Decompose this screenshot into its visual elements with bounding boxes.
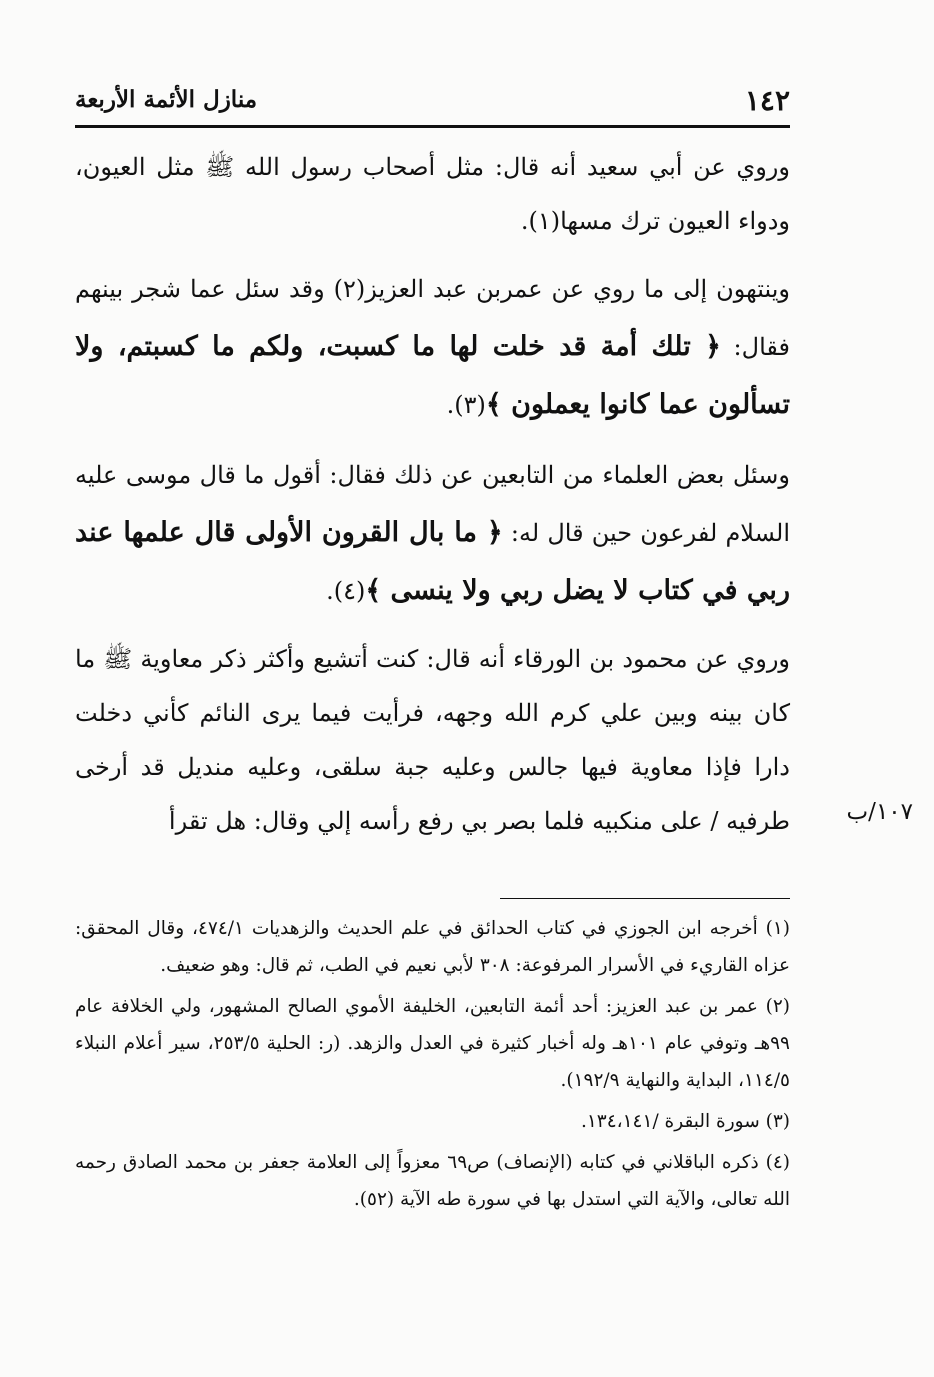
- paragraph-4: وروي عن محمود بن الورقاء أنه قال: كنت أتشيع وأكثر ذكر معاوية ﷺ ما كان بينه وبين علي كرم الله وجهه، فرأيت فيما يرى النائم كأني دخلت دارا فإذا معاوية فيها جالس وعليه جبة سلقى، وعليه منديل قد أرخى طرفيه / على منكبيه فلما بصر بي رفع رأسه إلي وقال: هل تقرأ: [75, 645, 790, 835]
- paragraph-1: وروي عن أبي سعيد أنه قال: مثل أصحاب رسول الله ﷺ مثل العيون، ودواء العيون ترك مسها(١).: [75, 153, 790, 235]
- main-text: [75, 140, 790, 860]
- paragraph-2-text: وينتهون إلى ما روي عن عمربن عبد العزيز(٢) وقد سئل عما شجر بينهم فقال:: [75, 275, 790, 361]
- running-title: منازل الأئمة الأربعة: [75, 86, 258, 113]
- running-header: [75, 80, 790, 120]
- quran-quote-1: ﴿ تلك أمة قد خلت لها ما كسبت، ولكم ما كسبتم، ولا تسألون عما كانوا يعملون ﴾: [75, 331, 790, 420]
- footnote-1: (١) أخرجه ابن الجوزي في كتاب الحدائق في علم الحديث والزهديات ٤٧٤/١، وقال المحقق: عزاه القاريء في الأسرار المرفوعة: ٣٠٨ لأبي نعيم في الطب، ثم قال: وهو ضعيف.: [75, 918, 790, 976]
- paragraph-3-ref: (٤).: [326, 577, 366, 605]
- header-rule: [75, 125, 790, 128]
- margin-folio-note: ١٠٧/ب: [846, 799, 913, 825]
- paragraph-2-ref: (٣).: [446, 391, 486, 419]
- footnote-3: (٣) سورة البقرة /١٣٤،١٤١.: [580, 1111, 790, 1132]
- paragraph-2: [75, 260, 790, 434]
- footnote-separator: [500, 898, 790, 899]
- paragraph-3-text: وسئل بعض العلماء من التابعين عن ذلك فقال: أقول ما قال موسى عليه السلام لفرعون حين قال له:: [75, 461, 791, 547]
- footnote-2: (٢) عمر بن عبد العزيز: أحد أئمة التابعين، الخليفة الأموي الصالح المشهور، ولي الخلافة عام ٩٩هـ وتوفي عام ١٠١هـ وله أخبار كثيرة في العدل والزهد. (ر: الحلية ٢٥٣/٥، سير أعلام النبلاء ١١٤/٥، البداية والنهاية ١٩٢/٩).: [75, 996, 790, 1091]
- paragraph-3: [75, 446, 790, 620]
- quran-quote-2: ﴿ ما بال القرون الأولى قال علمها عند ربي في كتاب لا يضل ربي ولا ينسى ﴾: [75, 517, 790, 606]
- footnote-4: (٤) ذكره الباقلاني في كتابه (الإنصاف) ص٦٩ معزواً إلى العلامة جعفر بن محمد الصادق رحمه الله تعالى، والآية التي استدل بها في سورة طه الآية (٥٢).: [75, 1152, 791, 1210]
- footnotes: [75, 910, 790, 1222]
- page-number: ١٤٢: [744, 84, 790, 117]
